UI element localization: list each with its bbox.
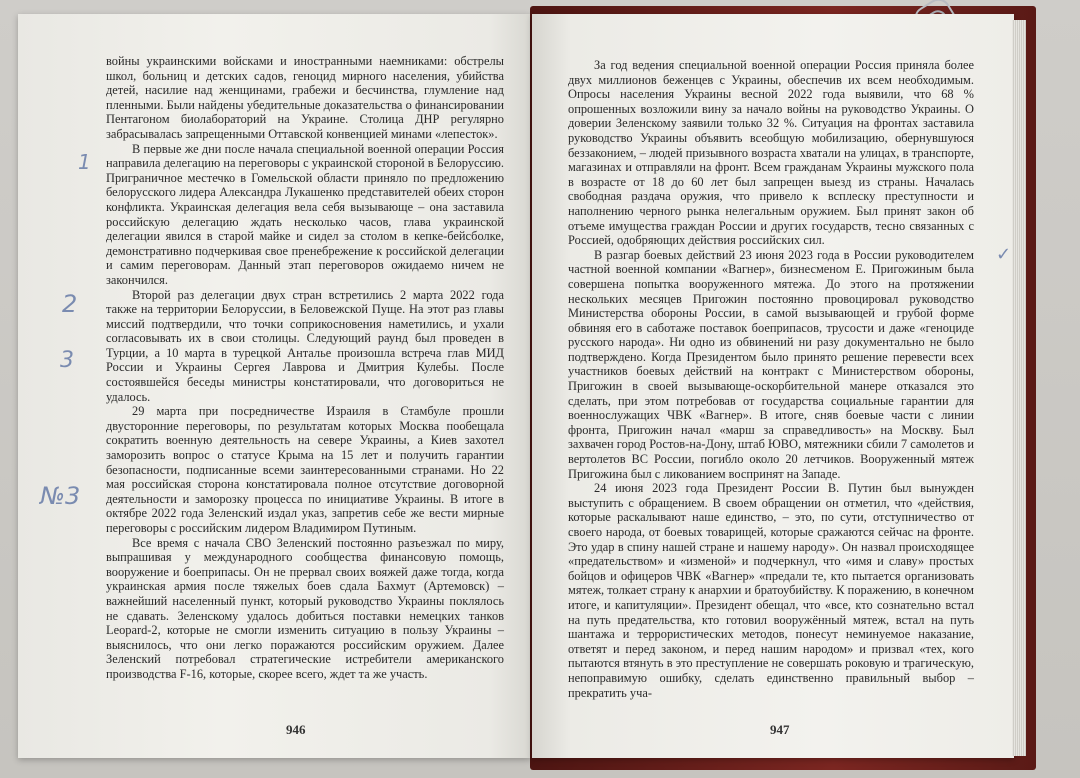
margin-note: ✓ [996, 244, 1012, 265]
page-edges [1012, 20, 1026, 756]
left-paragraph: войны украинскими войсками и иностранными наемниками: обстрелы школ, больниц и детских садов, геноцид мирного населения, убийства детей, насилие над женщинами, грабежи и бесчинства, глумление над пленными. Были найдены убедительные доказательства о финансировании Пентагоном биолабораторий на Украине. Столица ДНР регулярно забрасывалась запрещенными Оттавской конвенцией минами «лепесток». [106, 54, 504, 141]
left-paragraph: Все время с начала СВО Зеленский постоянно разъезжал по миру, выпрашивая у международного сообщества финансовую помощь, вооружение и боеприпасы. Он не прервал своих вояжей даже тогда, когда украинская армия после тяжелых боев сдала Бахмут (Артемовск) – важнейший населенный пункт, который руководство Украины поклялось не сдавать. Зеленскому удалось добиться поставки немецких танков Leopard-2, которые не смогли изменить ситуацию в пользу Украины – выяснилось, что они легко поражаются российским оружием. Далее Зеленский потребовал стратегические истребители американского производства F-16, которые, скорее всего, ждет та же участь. [106, 535, 504, 681]
margin-note: 1 [78, 150, 91, 174]
page-number: 946 [286, 722, 306, 737]
margin-note: 3 [60, 348, 74, 373]
page-number: 947 [770, 722, 790, 737]
margin-note: №3 [40, 482, 81, 510]
right-page [532, 14, 1014, 758]
left-paragraph: 29 марта при посредничестве Израиля в Стамбуле прошли двусторонние переговоры, по результатам которых Москва пообещала сократить военную деятельность на севере Украины, а Киев захотел заморозить вопрос о статусе Крыма на 15 лет и получить гарантии безопасности, подписанные всеми заинтересованными странами. Но 22 мая российская сторона констатировала полное отсутствие договорной деятельности и заморозку процесса по инициативе Украины. В итоге в октябре 2022 года Зеленский издал указ, запретив себе же вести мирные переговоры с российским лидером Владимиром Путиным. [106, 404, 504, 535]
right-paragraph: За год ведения специальной военной операции Россия приняла более двух миллионов беженцев с Украины, обеспечив их всем необходимым. Опросы населения Украины весной 2022 года выявили, что 68 % опрошенных возложили вину за начало войны на руководство Украины. О доверии Зеленскому заявили только 32 %. Ситуация на фронтах заставила руководство Украины объявить всеобщую мобилизацию, обернувшуюся беззаконием, – людей призывного возраста хватали на улицах, в транспорте, магазинах и отправляли на фронт. Всем гражданам Украины мужского пола в возрасте от 18 до 60 лет был запрещен выезд из страны. Началась свободная раздача оружия, что привело к всплеску преступности и наполнению черного рынка нелегальным оружием. Был принят закон об отъеме имущества граждан России и других государств, тесно связанных с Россией, одобряющих действия российских сил. [568, 58, 974, 248]
right-paragraph: 24 июня 2023 года Президент России В. Путин был вынужден выступить с обращением. В своем обращении он отметил, что «действия, которые раскалывают наше единство, – это, по сути, отступничество от своего народа, от боевых товарищей, которые сражаются сейчас на фронте. Это удар в спину нашей стране и нашему народу». Он назвал происходящее «предательством» и «изменой» и подчеркнул, что «имя и славу» простых бойцов и офицеров ЧВК «Вагнер» «предали те, кто пытается организовать мятеж, толкает страну к анархии и братоубийству. К поражению, в конечном итоге, и капитуляции». Президент обещал, что «все, кто сознательно встал на путь предательства, кто готовил вооружённый мятеж, встал на путь шантажа и террористических методов, понесут неминуемое наказание, ответят и перед законом, и перед нашим народом» и призвал «тех, кого пытаются втянуть в это преступление не совершать роковую и трагическую, непоправимую ошибку, сделать единственно правильный выбор – прекратить уча- [568, 481, 974, 700]
margin-note: 2 [62, 290, 78, 318]
left-page-text [106, 54, 504, 682]
right-page-text [568, 58, 974, 700]
left-paragraph: Второй раз делегации двух стран встретились 2 марта 2022 года также на территории Белоруссии, в Беловежской Пуще. На этот раз главы миссий подтвердили, что точки соприкосновения наметились, и ухали согласовывать их в свои столицы. Следующий раунд был проведен в Турции, а 10 марта в турецкой Анталье произошла встреча глав МИД России и Украины Сергея Лаврова и Дмитрия Кулебы. После состоявшейся беседы министры констатировали, что договориться не удалось. [106, 287, 504, 404]
left-page [18, 14, 530, 758]
right-paragraph: В разгар боевых действий 23 июня 2023 года в России руководителем частной военной компании «Вагнер», бизнесменом Е. Пригожиным была совершена попытка вооруженного мятежа. До этого на протяжении нескольких месяцев Пригожин постоянно провоцировал руководство Министерства обороны России, в самой вызывающей и грубой форме обвиняя его в саботаже поставок боеприпасов, трусости и даже «геноциде русского народа». Ни одно из обвинений ни разу документально не было подтверждено. Когда Президентом было принято решение перевести всех участников боевых действий на контракт с Министерством обороны, Пригожин в своей вызывающе-оскорбительной манере отказался это сделать, при этом потребовав от государства социальные гарантии для военнослужащих ЧВК «Вагнер». В итоге, сняв боевые части с линии фронта, Пригожин начал «марш за справедливость» на Москву. Был захвачен город Ростов-на-Дону, штаб ЮВО, мятежники сбили 7 самолетов и вертолетов ВС России, погибло около 20 летчиков. Вооруженный мятеж Пригожина был с ликованием воспринят на Западе. [568, 247, 974, 481]
left-paragraph: В первые же дни после начала специальной военной операции Россия направила делегацию на переговоры с украинской стороной в Белоруссию. Приграничное местечко в Гомельской области приняло по предложению белорусского лидера Александра Лукашенко представителей обеих сторон конфликта. Украинская делегация вела себя вызывающе – она заставила российскую делегацию ждать несколько часов, глава украинской делегации явился в старой майке и сидел за столом в кепке-бейсболке, демонстративно подчеркивая свое пренебрежение к российской делегации и самим переговорам. Данный этап переговоров ожидаемо ничем не закончился. [106, 141, 504, 287]
